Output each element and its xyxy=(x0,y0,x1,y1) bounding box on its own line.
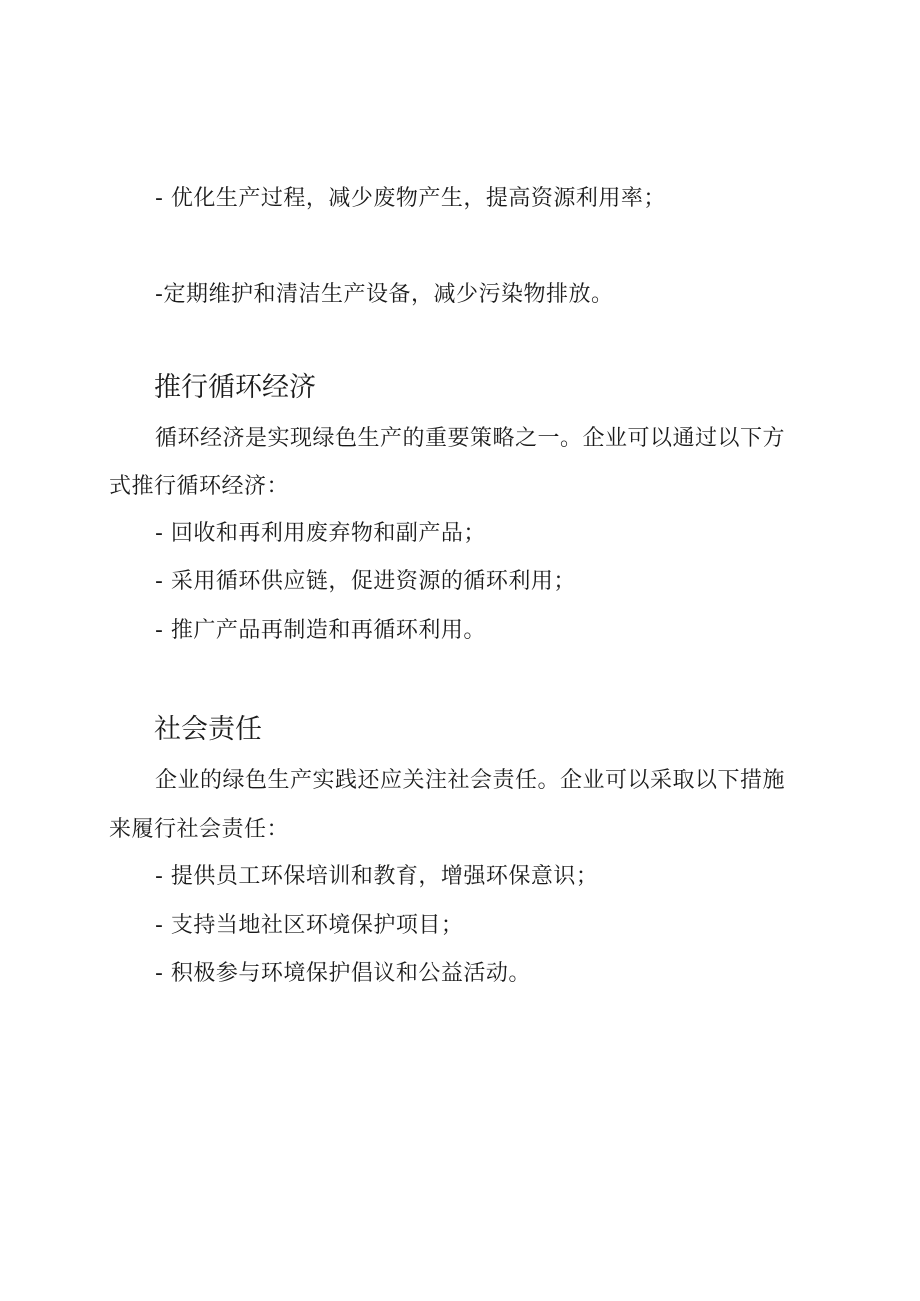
bullet-community-projects: - 支持当地社区环境保护项目； xyxy=(155,913,464,938)
bullet-remanufacture: - 推广产品再制造和再循环利用。 xyxy=(155,618,486,643)
paragraph-social-line1: 企业的绿色生产实践还应关注社会责任。企业可以采取以下措施 xyxy=(155,768,786,793)
paragraph-circular-line1: 循环经济是实现绿色生产的重要策略之一。企业可以通过以下方 xyxy=(155,426,786,451)
bullet-public-welfare: - 积极参与环境保护倡议和公益活动。 xyxy=(155,961,531,986)
bullet-optimize-production: - 优化生产过程，减少废物产生，提高资源利用率； xyxy=(155,186,666,211)
bullet-employee-training: - 提供员工环保培训和教育，增强环保意识； xyxy=(155,864,599,889)
paragraph-circular-line2: 式推行循环经济： xyxy=(109,474,290,499)
heading-social-responsibility: 社会责任 xyxy=(154,714,262,745)
bullet-maintain-equipment: -定期维护和清洁生产设备，减少污染物排放。 xyxy=(155,282,614,307)
paragraph-social-line2: 来履行社会责任： xyxy=(109,817,290,842)
heading-circular-economy: 推行循环经济 xyxy=(154,372,316,403)
bullet-recycle-waste: - 回收和再利用废弃物和副产品； xyxy=(155,521,486,546)
bullet-circular-supply-chain: - 采用循环供应链，促进资源的循环利用； xyxy=(155,569,576,594)
